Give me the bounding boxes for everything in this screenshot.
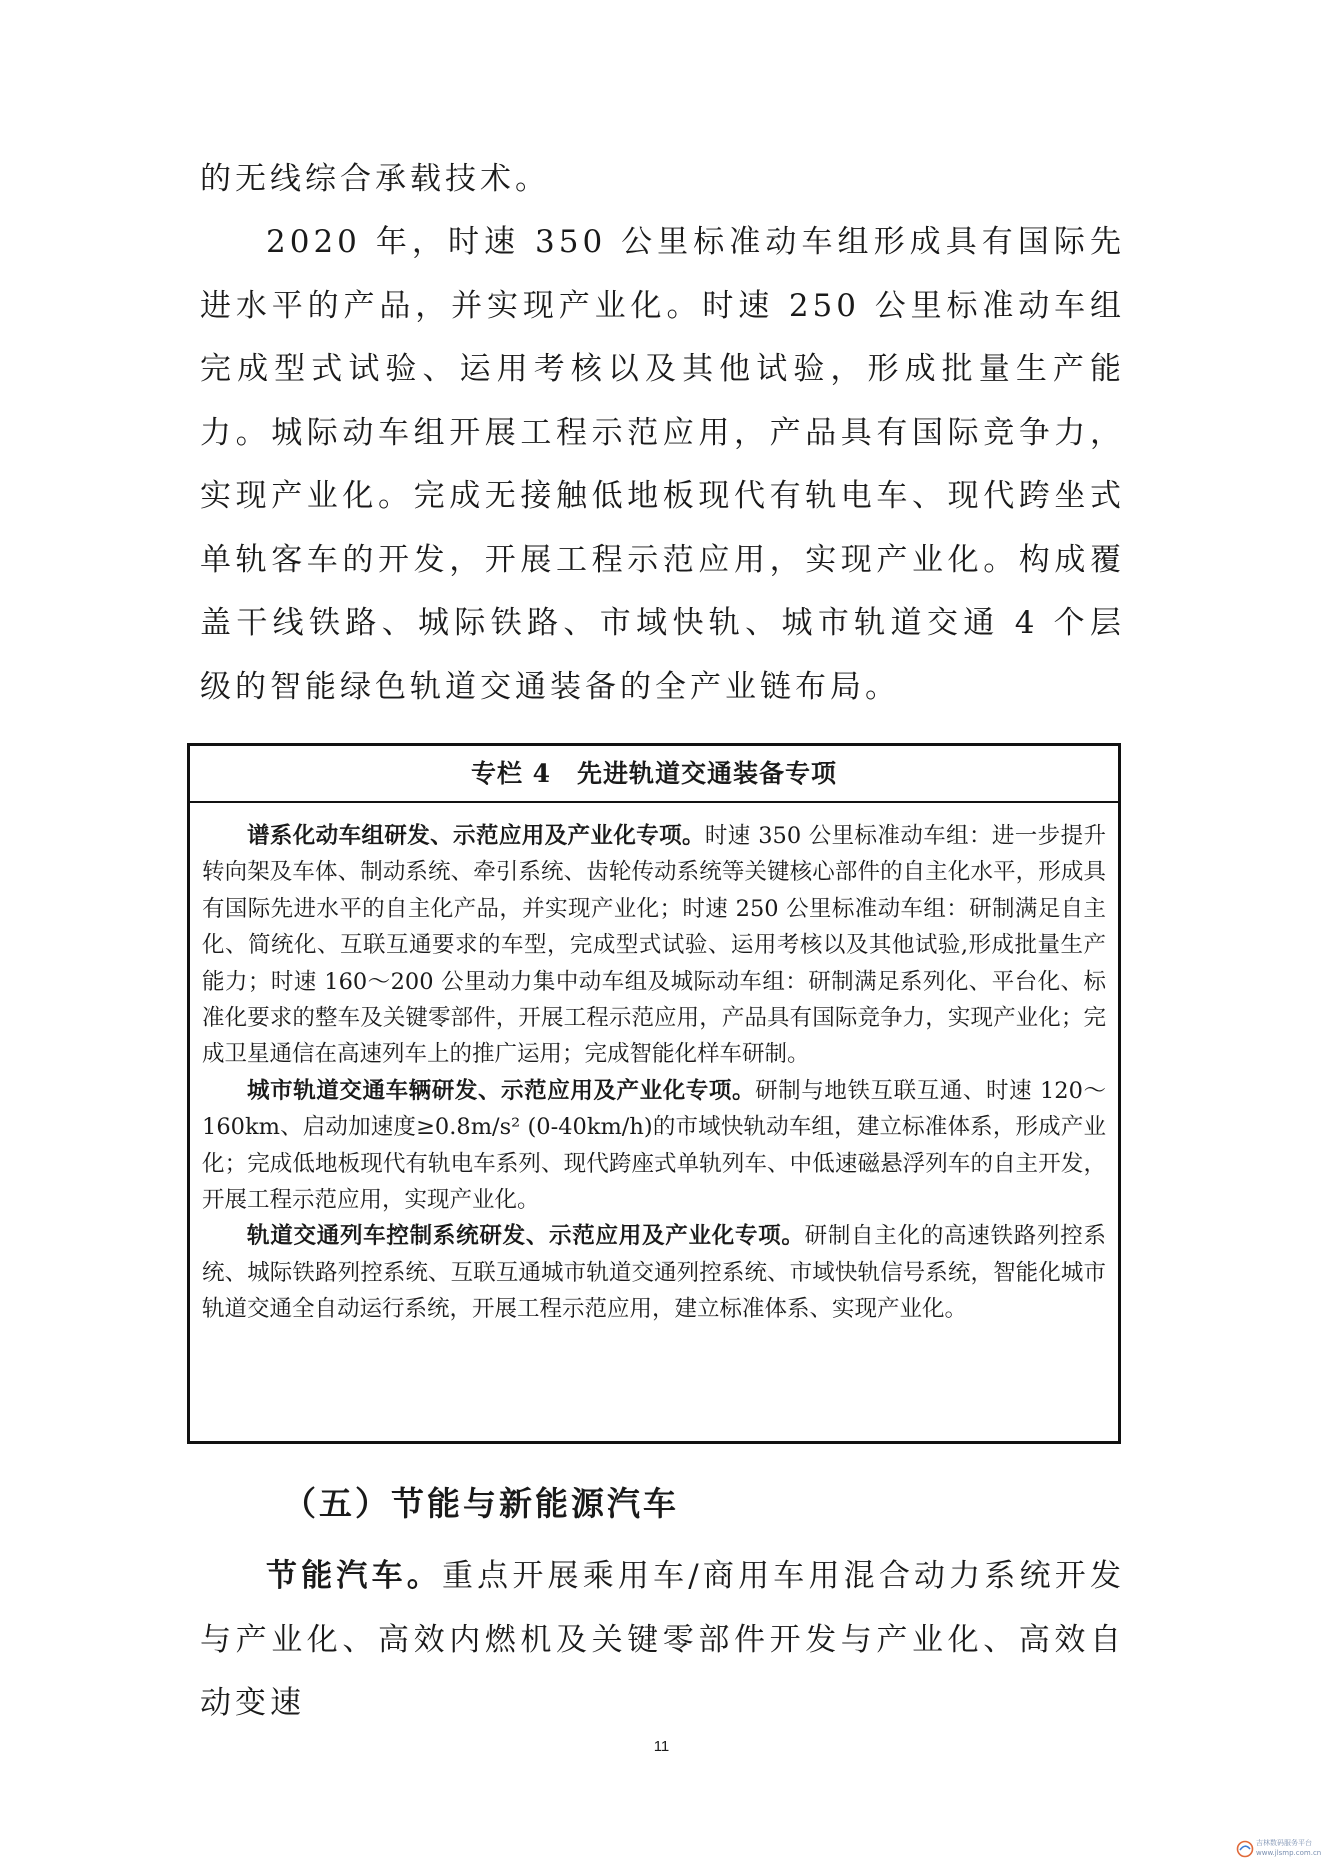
watermark (1236, 1838, 1322, 1862)
box-item-heading: 谱系化动车组研发、示范应用及产业化专项。 (247, 823, 705, 849)
box-item-emu (202, 818, 1106, 1073)
watermark-logo-icon (1236, 1840, 1254, 1858)
box-item-train-control (202, 1218, 1106, 1327)
box-item-heading: 城市轨道交通车辆研发、示范应用及产业化专项。 (247, 1077, 756, 1104)
page-number: 11 (653, 1738, 670, 1755)
paragraph-text: 重点开展乘用车/商用车用混合动力系统开发与产业化、高效内燃机及关键零部件开发与产业化、高效自动变速 (200, 1558, 1125, 1721)
box-title: 专栏 4 先进轨道交通装备专项 (190, 746, 1118, 803)
box-item-text: 研制自主化的高速铁路列控系统、城际铁路列控系统、互联互通城市轨道交通列控系统、市域快轨信号系统，智能化城市轨道交通全自动运行系统，开展工程示范应用，建立标准体系、实现产业化。 (202, 1223, 1106, 1323)
paragraph-2020-goals: 2020 年，时速 350 公里标准动车组形成具有国际先进水平的产品，并实现产业化。时速 250 公里标准动车组完成型式试验、运用考核以及其他试验，形成批量生产能力。城际动车组开展工程示范应用，产品具有国际竞争力，实现产业化。完成无接触低地板现代有轨电车、现代跨坐式单轨客车的开发，开展工程示范应用，实现产业化。构成覆盖干线铁路、城际铁路、市域快轨、城市轨道交通 4 个层级的智能绿色轨道交通装备的全产业链布局。 (200, 224, 1125, 705)
special-column-box (187, 743, 1121, 1444)
box-item-heading: 轨道交通列车控制系统研发、示范应用及产业化专项。 (247, 1223, 805, 1250)
paragraph-lead: 节能汽车。 (266, 1558, 442, 1594)
watermark-line2: www.jlsmp.com.cn (1256, 1849, 1322, 1857)
watermark-text (1256, 1838, 1321, 1858)
box-item-urban-rail (202, 1073, 1106, 1219)
paragraph-continuation: 的无线综合承载技术。 (200, 161, 550, 197)
section-heading: （五）节能与新能源汽车 (283, 1484, 679, 1523)
box-body (190, 803, 1118, 1328)
paragraph-energy-saving-vehicles (200, 1545, 1125, 1736)
watermark-line1: 吉林数码服务平台 (1256, 1839, 1312, 1847)
box-item-text: 研制与地铁互联互通、时速 120～160km、启动加速度≥0.8m/s² (0-40km/h)的市域快轨动车组，建立标准体系，形成产业化；完成低地板现代有轨电车系列、现代跨座式单轨列车、中低速磁悬浮列车的自主开发，开展工程示范应用，实现产业化。 (202, 1077, 1106, 1214)
box-item-text: 时速 350 公里标准动车组：进一步提升转向架及车体、制动系统、牵引系统、齿轮传动系统等关键核心部件的自主化水平，形成具有国际先进水平的自主化产品，并实现产业化；时速 250 公里标准动车组：研制满足自主化、简统化、互联互通要求的车型，完成型式试验、运用考核以及其他试验,形成批量生产能力；时速 160～200 公里动力集中动车组及城际动车组：研制满足系列化、平台化、标准化要求的整车及关键零部件，开展工程示范应用，产品具有国际竞争力，实现产业化；完成卫星通信在高速列车上的推广运用；完成智能化样车研制。 (202, 823, 1106, 1068)
